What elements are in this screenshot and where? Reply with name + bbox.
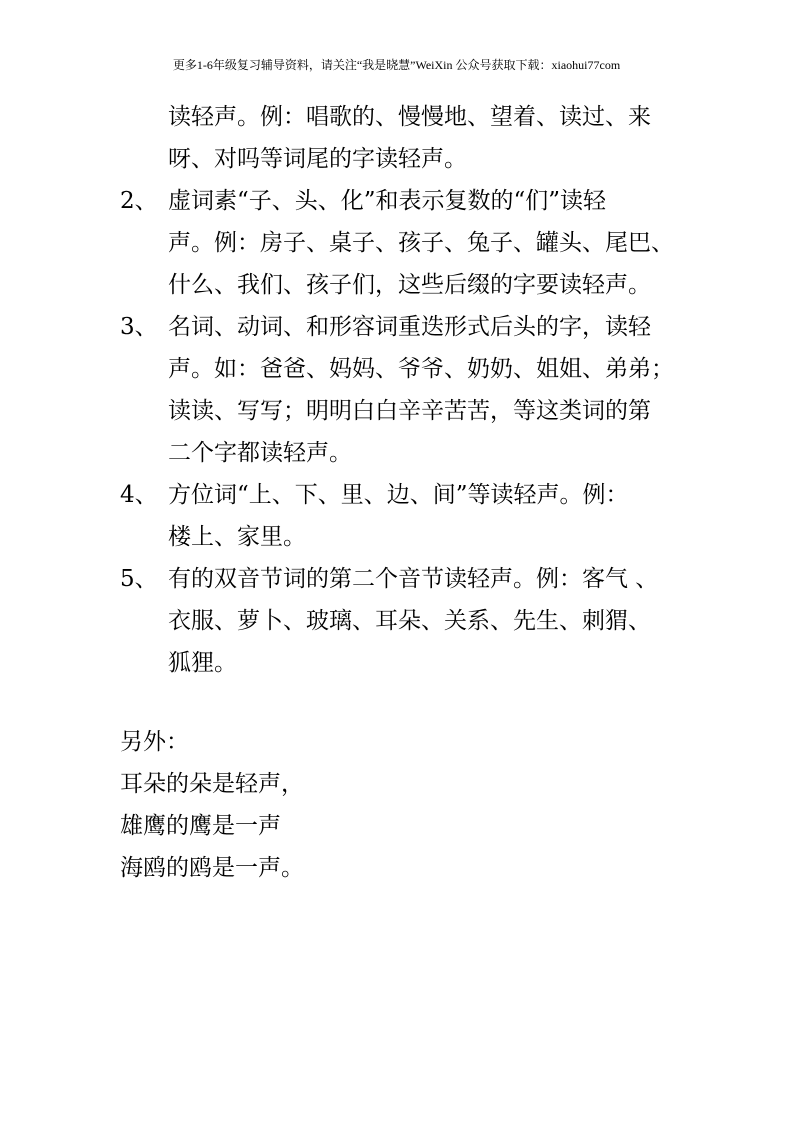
item-number: 3、 (120, 314, 158, 340)
continued-paragraph (168, 96, 688, 180)
item-line: 读读、写写；明明白白辛辛苦苦，等这类词的第 (168, 398, 651, 424)
extra-title: 另外： (120, 729, 189, 755)
paragraph-line: 读轻声。例：唱歌的、慢慢地、望着、读过、来 (168, 104, 651, 130)
item-line: 什么、我们、孩子们，这些后缀的字要读轻声。 (168, 272, 651, 298)
item-line: 衣服、萝卜、玻璃、耳朵、关系、先生、刺猬、 (168, 608, 651, 634)
item-number: 5、 (120, 566, 158, 592)
item-line: 声。例：房子、桌子、孩子、兔子、罐头、尾巴、 (168, 230, 674, 256)
extra-line: 雄鹰的鹰是一声 (120, 813, 281, 839)
item-line: 名词、动词、和形容词重迭形式后头的字，读轻 (168, 314, 651, 340)
item-line: 楼上、家里。 (168, 524, 306, 550)
item-line: 有的双音节词的第二个音节读轻声。例：客气 、 (168, 566, 659, 592)
item-line: 二个字都读轻声。 (168, 440, 352, 466)
extra-line: 耳朵的朵是轻声， (120, 771, 304, 797)
page-header: 更多1-6年级复习辅导资料，请关注“我是晓慧”WeiXin 公众号获取下载：xiaohui77com (172, 58, 621, 72)
extra-line: 海鸥的鸥是一声。 (120, 855, 304, 881)
item-line: 狐狸。 (168, 650, 237, 676)
item-number: 4、 (120, 482, 158, 508)
extra-notes (120, 721, 640, 889)
item-line: 虚词素“子、头、化”和表示复数的“们”读轻 (168, 188, 607, 214)
item-line: 声。如：爸爸、妈妈、爷爷、奶奶、姐姐、弟弟； (168, 356, 674, 382)
item-number: 2、 (120, 188, 158, 214)
item-line: 方位词“上、下、里、边、间”等读轻声。例： (168, 482, 629, 508)
paragraph-line: 呀、对吗等词尾的字读轻声。 (168, 146, 467, 172)
